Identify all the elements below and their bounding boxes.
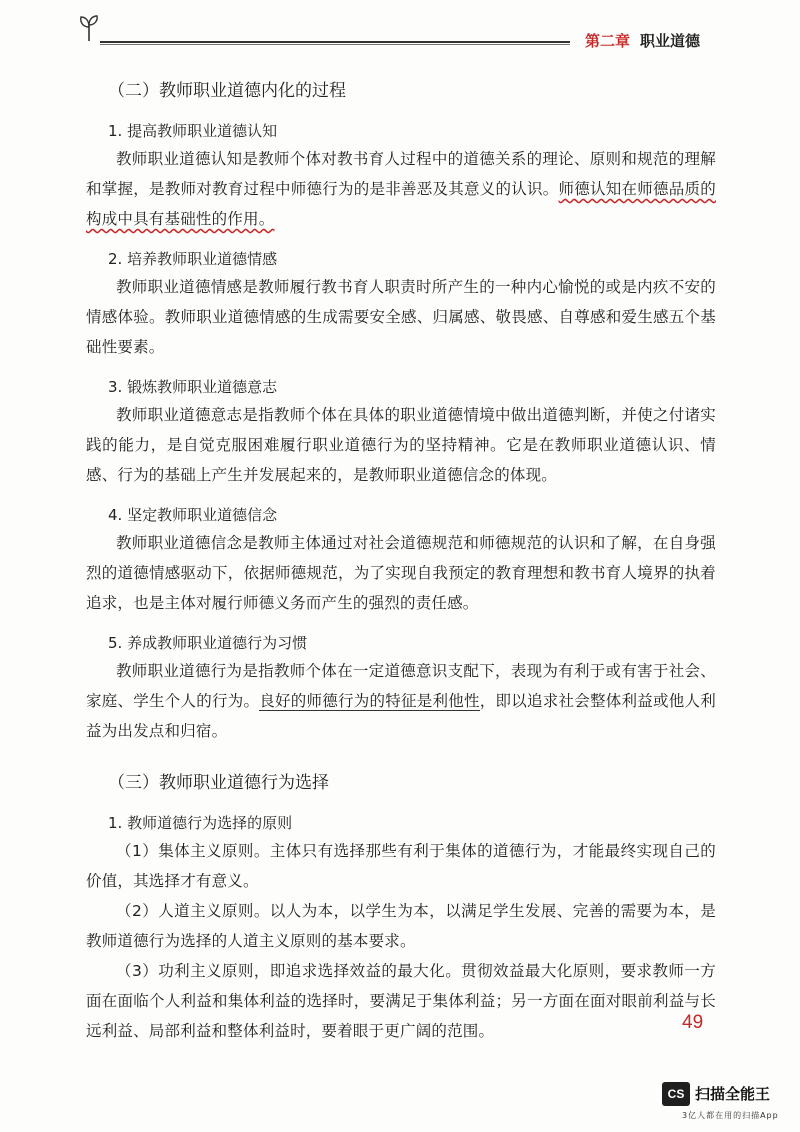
section-2-title: （二）教师职业道德内化的过程 bbox=[108, 81, 346, 101]
chapter-number: 第二章 bbox=[585, 32, 631, 50]
page-content bbox=[86, 72, 716, 1046]
item-3-title: 3. 锻炼教师职业道德意志 bbox=[108, 378, 278, 396]
camscanner-logo: CS bbox=[662, 1082, 690, 1106]
item-4-paragraph: 教师职业道德信念是教师主体通过对社会道德规范和师德规范的认识和了解，在自身强烈的道德情感驱动下，依据师德规范，为了实现自我预定的教育理想和教书育人境界的执着追求，也是主体对履行师德义务而产生的强烈的责任感。 bbox=[86, 534, 716, 612]
page-number: 49 bbox=[682, 1012, 704, 1033]
item-5-text-end: ，即以追求社会整体利益或他人利益为出发点和归宿。 bbox=[86, 692, 716, 740]
item-2-title: 2. 培养教师职业道德情感 bbox=[108, 250, 278, 268]
page-header bbox=[0, 0, 800, 60]
section-3-subtitle: 1. 教师道德行为选择的原则 bbox=[108, 814, 293, 832]
item-1-title: 1. 提高教师职业道德认知 bbox=[108, 122, 278, 140]
principle-1: （1）集体主义原则。主体只有选择那些有利于集体的道德行为，才能最终实现自己的价值，其选择才有意义。 bbox=[86, 842, 716, 890]
sprout-icon bbox=[78, 14, 100, 42]
item-1-paragraph bbox=[86, 144, 716, 234]
item-1-text: 教师职业道德认知是教师个体对教书育人过程中的道德关系的理论、原则和规范的理解和掌握，是教师对教育过程中师德行为的是非善恶及其意义的认识。 bbox=[86, 150, 716, 198]
principle-3: （3）功利主义原则，即追求选择效益的最大化。贯彻效益最大化原则，要求教师一方面在面临个人利益和集体利益的选择时，要满足于集体利益；另一方面在面对眼前利益与长远利益、局部利益和整体利益时，要着眼于更广阔的范围。 bbox=[86, 962, 716, 1040]
header-rule-thin bbox=[100, 44, 570, 45]
item-5-text: 教师职业道德行为是指教师个体在一定道德意识支配下，表现为有利于或有害于社会、家庭、学生个人的行为。 bbox=[86, 662, 716, 710]
chapter-label bbox=[585, 30, 700, 51]
watermark-name: 扫描全能王 bbox=[695, 1085, 771, 1103]
watermark-tagline: 3亿人都在用的扫描App bbox=[682, 1111, 779, 1120]
section-3-title: （三）教师职业道德行为选择 bbox=[108, 773, 329, 793]
item-5-paragraph bbox=[86, 656, 716, 746]
item-5-highlight: 良好的师德行为的特征是利他性 bbox=[259, 692, 480, 710]
item-5-title: 5. 养成教师职业道德行为习惯 bbox=[108, 634, 308, 652]
item-1-highlight: 师德认知在师德品质的构成中具有基础性的作用。 bbox=[86, 180, 716, 228]
principle-2: （2）人道主义原则。以人为本，以学生为本，以满足学生发展、完善的需要为本，是教师道德行为选择的人道主义原则的基本要求。 bbox=[86, 902, 716, 950]
item-3-paragraph: 教师职业道德意志是指教师个体在具体的职业道德情境中做出道德判断，并使之付诸实践的能力，是自觉克服困难履行职业道德行为的坚持精神。它是在教师职业道德认识、情感、行为的基础上产生并发展起来的，是教师职业道德信念的体现。 bbox=[86, 406, 716, 484]
header-rule bbox=[100, 41, 570, 43]
chapter-title: 职业道德 bbox=[640, 32, 701, 50]
scanner-watermark bbox=[662, 1080, 792, 1126]
item-2-paragraph: 教师职业道德情感是教师履行教书育人职责时所产生的一种内心愉悦的或是内疚不安的情感体验。教师职业道德情感的生成需要安全感、归属感、敬畏感、自尊感和爱生感五个基础性要素。 bbox=[86, 278, 716, 356]
item-4-title: 4. 坚定教师职业道德信念 bbox=[108, 506, 278, 524]
